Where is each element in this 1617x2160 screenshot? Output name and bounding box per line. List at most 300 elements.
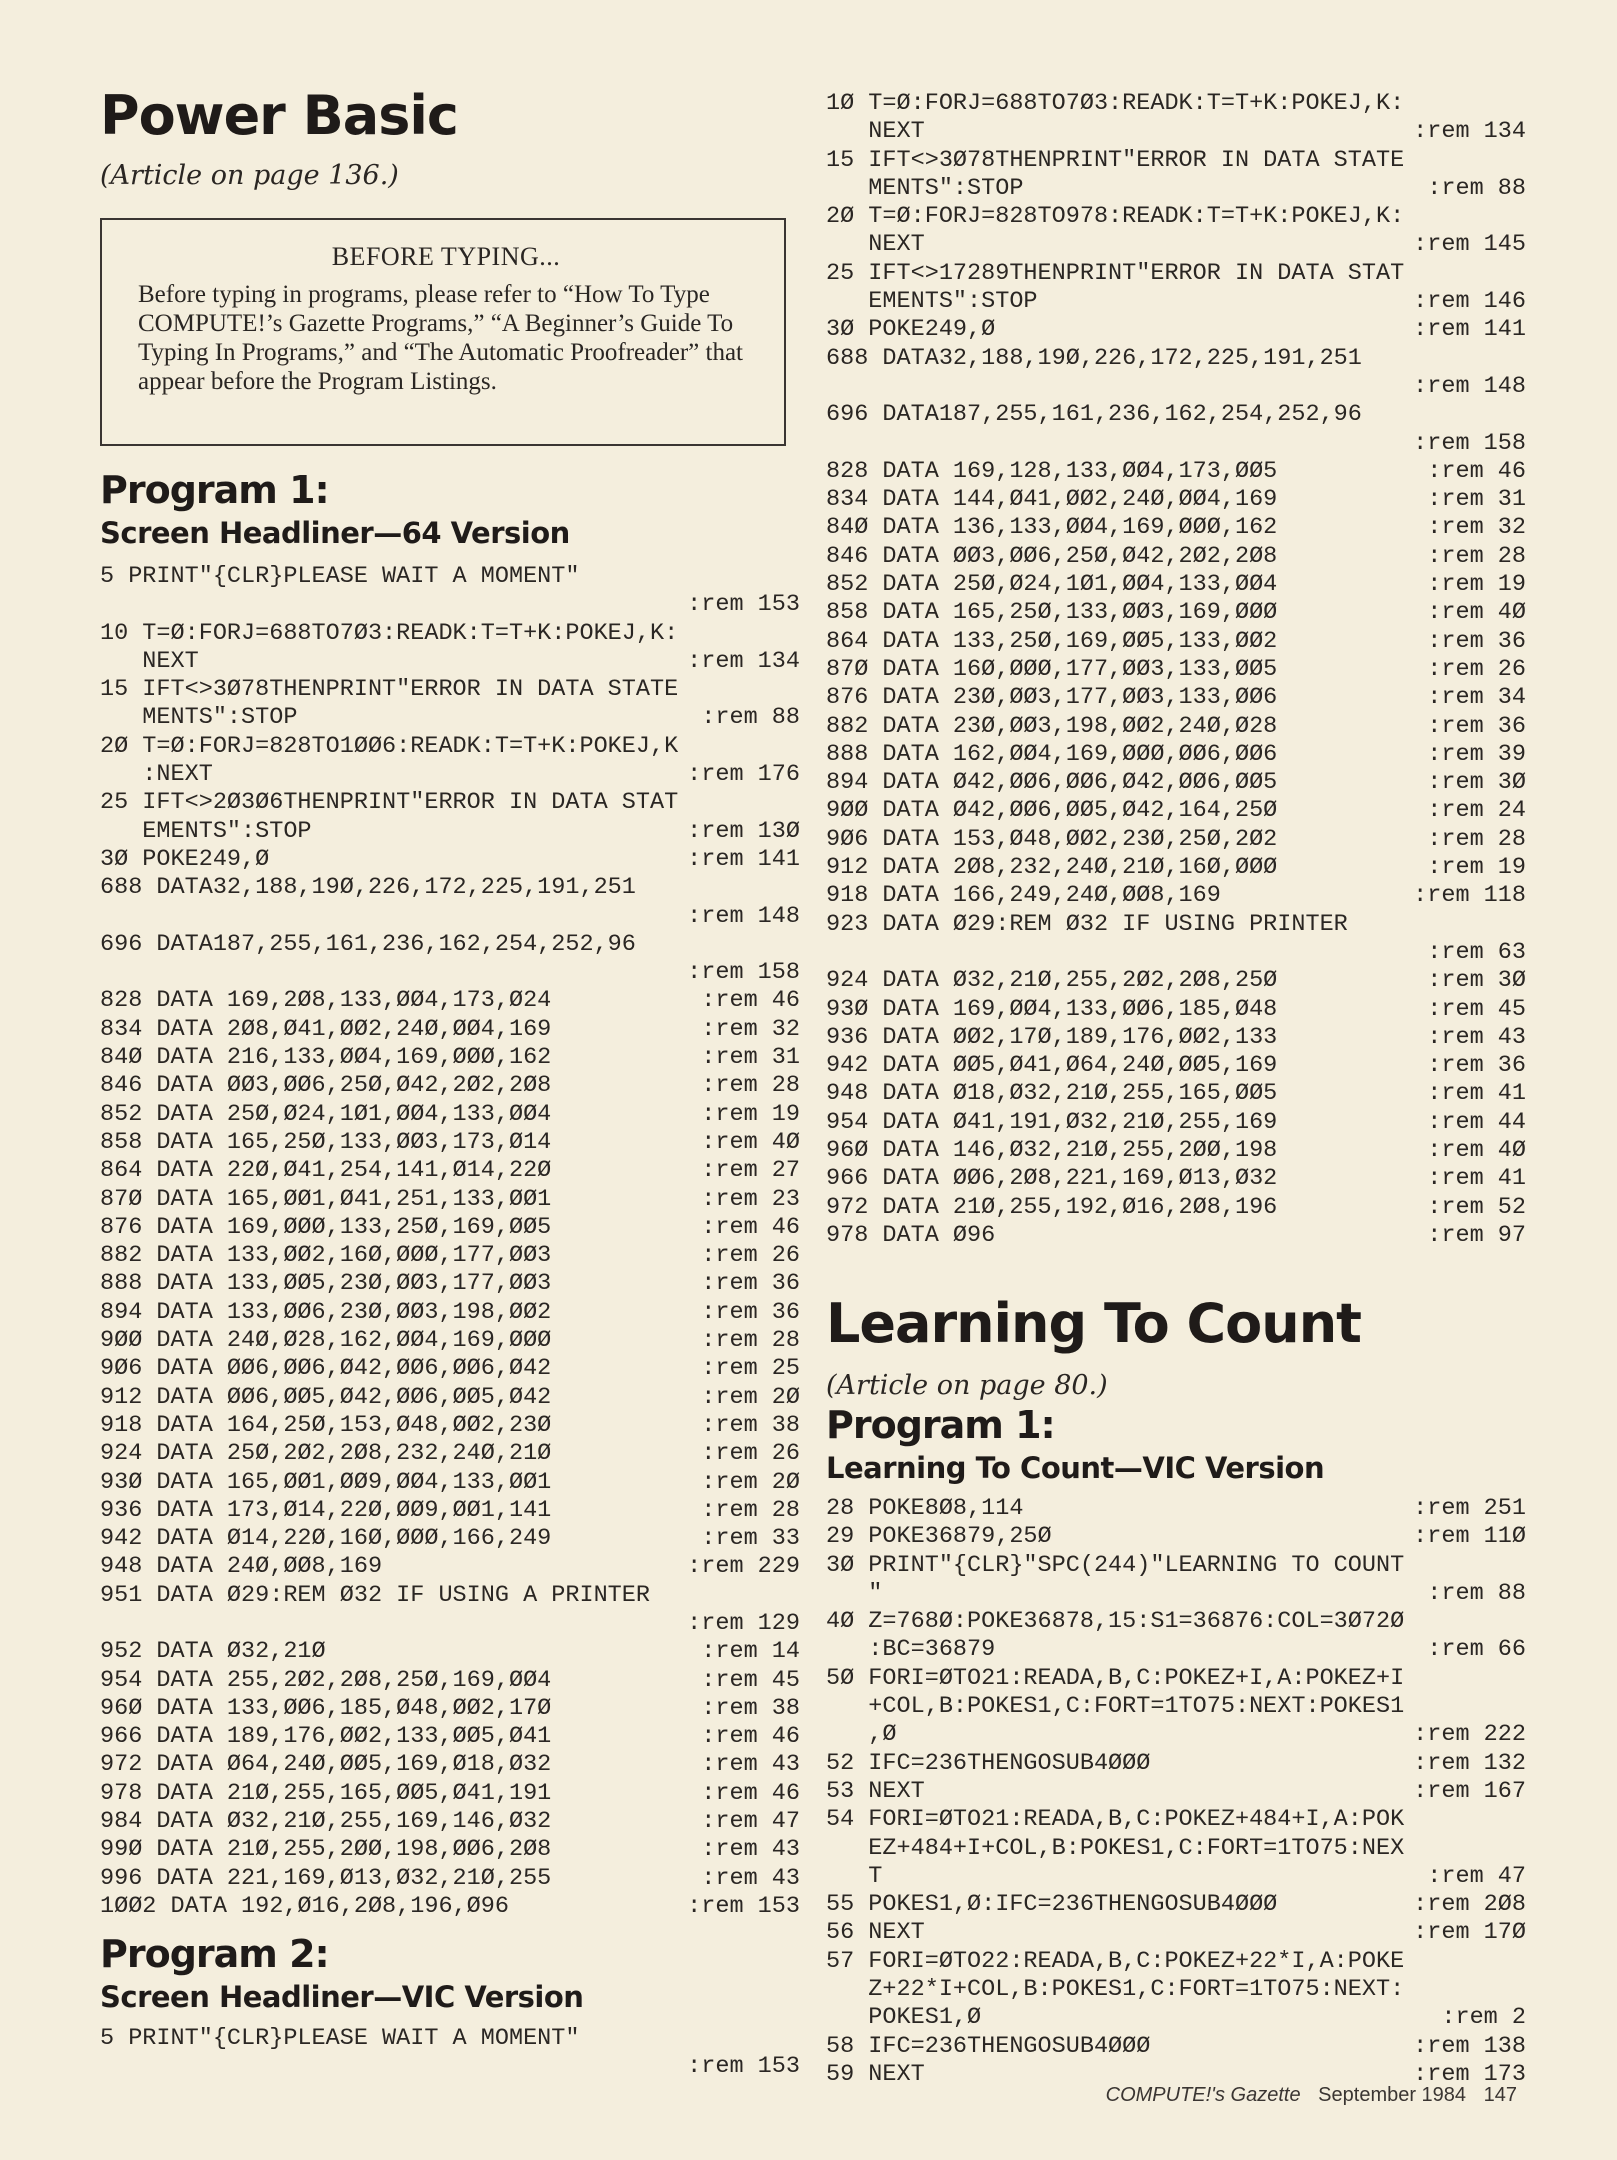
rem-checksum: :rem 148	[1413, 372, 1526, 400]
code-line	[826, 854, 1526, 882]
code-line	[826, 1919, 1526, 1947]
code-line	[826, 231, 1526, 259]
code-text: 846 DATA ØØ3,ØØ6,25Ø,Ø42,2Ø2,2Ø8	[100, 1072, 552, 1100]
code-text: 942 DATA ØØ5,Ø41,Ø64,24Ø,ØØ5,169	[826, 1052, 1278, 1080]
code-line	[100, 2025, 800, 2053]
rem-checksum: :rem 36	[1427, 1052, 1526, 1080]
code-line	[826, 1194, 1526, 1222]
code-line	[826, 118, 1526, 146]
page-footer	[1094, 2084, 1517, 2107]
code-line	[100, 591, 800, 619]
code-text: 954 DATA Ø41,191,Ø32,21Ø,255,169	[826, 1108, 1278, 1136]
rem-checksum: :rem 33	[701, 1525, 800, 1553]
code-text: 15 IFT<>3Ø78THENPRINT"ERROR IN DATA STATE	[100, 676, 679, 704]
code-line	[826, 316, 1526, 344]
code-line	[826, 797, 1526, 825]
code-text: 53 NEXT	[826, 1777, 925, 1805]
rem-checksum: :rem 23	[701, 1185, 800, 1213]
code-line	[826, 1665, 1526, 1693]
code-text: 5 PRINT"{CLR}PLEASE WAIT A MOMENT"	[100, 563, 580, 590]
code-text: 834 DATA 2Ø8,Ø41,ØØ2,24Ø,ØØ4,169	[100, 1015, 552, 1043]
rem-checksum: :rem 129	[687, 1609, 800, 1637]
code-line	[100, 1072, 800, 1100]
rem-checksum: :rem 148	[687, 902, 800, 930]
code-line	[100, 1667, 800, 1695]
code-text: :NEXT	[100, 761, 213, 789]
footer-issue: September 1984	[1318, 2084, 1467, 2106]
code-text: 978 DATA Ø96	[826, 1221, 996, 1249]
code-text: 29 POKE36879,25Ø	[826, 1523, 1052, 1551]
rem-checksum: :rem 145	[1413, 231, 1526, 259]
rem-checksum: :rem 132	[1413, 1749, 1526, 1777]
code-line	[100, 620, 800, 648]
code-line	[100, 1044, 800, 1072]
code-line	[100, 1865, 800, 1893]
code-line	[826, 1523, 1526, 1551]
rem-checksum: :rem 26	[1427, 655, 1526, 683]
code-line	[826, 175, 1526, 203]
rem-checksum: :rem 34	[1427, 684, 1526, 712]
code-line	[826, 1109, 1526, 1137]
code-line	[826, 911, 1526, 939]
code-line	[100, 846, 800, 874]
rem-checksum: :rem 46	[701, 1213, 800, 1241]
code-line	[826, 1693, 1526, 1721]
before-typing-title: BEFORE TYPING...	[331, 242, 561, 271]
code-line	[100, 1242, 800, 1270]
code-line	[100, 676, 800, 704]
rem-checksum: :rem 26	[701, 1242, 800, 1270]
rem-checksum: :rem 158	[687, 959, 800, 987]
code-text: 1ØØ2 DATA 192,Ø16,2Ø8,196,Ø96	[100, 1892, 509, 1920]
code-text: 948 DATA Ø18,Ø32,21Ø,255,165,ØØ5	[826, 1080, 1278, 1108]
code-text: 942 DATA Ø14,22Ø,16Ø,ØØØ,166,249	[100, 1525, 552, 1553]
code-text: 978 DATA 21Ø,255,165,ØØ5,Ø41,191	[100, 1779, 552, 1807]
rem-checksum: :rem 4Ø	[701, 1128, 800, 1156]
program2-listing	[100, 2025, 800, 2082]
rem-checksum: :rem 19	[1427, 854, 1526, 882]
code-text: 996 DATA 221,169,Ø13,Ø32,21Ø,255	[100, 1864, 552, 1892]
code-text: 87Ø DATA 165,ØØ1,Ø41,251,133,ØØ1	[100, 1185, 552, 1213]
rem-checksum: :rem 24	[1427, 797, 1526, 825]
power-basic-article-note: (Article on page 136.)	[100, 160, 399, 191]
code-line	[826, 713, 1526, 741]
code-line	[826, 1165, 1526, 1193]
rem-checksum: :rem 17Ø	[1413, 1919, 1526, 1947]
before-typing-box	[100, 218, 786, 446]
code-line	[826, 769, 1526, 797]
code-line	[826, 996, 1526, 1024]
rem-checksum: :rem 39	[1427, 740, 1526, 768]
code-text: 4Ø Z=768Ø:POKE36878,15:S1=36876:COL=3Ø72Ø	[826, 1608, 1405, 1636]
code-line	[100, 1610, 800, 1638]
rem-checksum: :rem 43	[701, 1864, 800, 1892]
code-line	[100, 1412, 800, 1440]
code-line	[826, 373, 1526, 401]
rem-checksum: :rem 134	[687, 647, 800, 675]
code-text: 852 DATA 25Ø,Ø24,1Ø1,ØØ4,133,ØØ4	[100, 1100, 552, 1128]
rem-checksum: :rem 3Ø	[1427, 769, 1526, 797]
code-text: :BC=36879	[826, 1636, 996, 1664]
code-line	[826, 1636, 1526, 1664]
rem-checksum: :rem 43	[701, 1751, 800, 1779]
rem-checksum: :rem 19	[701, 1100, 800, 1128]
rem-checksum: :rem 118	[1413, 882, 1526, 910]
code-line	[826, 430, 1526, 458]
rem-checksum: :rem 138	[1413, 2032, 1526, 2060]
code-text: 96Ø DATA 146,Ø32,21Ø,255,2ØØ,198	[826, 1136, 1278, 1164]
code-line	[100, 1327, 800, 1355]
rem-checksum: :rem 11Ø	[1413, 1523, 1526, 1551]
code-text: 954 DATA 255,2Ø2,2Ø8,25Ø,169,ØØ4	[100, 1666, 552, 1694]
code-line	[100, 931, 800, 959]
rem-checksum: :rem 4Ø	[1427, 1136, 1526, 1164]
program1-subheading: Screen Headliner—64 Version	[100, 516, 570, 550]
code-text: 952 DATA Ø32,21Ø	[100, 1638, 326, 1666]
code-line	[100, 563, 800, 591]
code-line	[100, 1525, 800, 1553]
code-text: 894 DATA 133,ØØ6,23Ø,ØØ3,198,ØØ2	[100, 1298, 552, 1326]
rem-checksum: :rem 28	[701, 1327, 800, 1355]
code-line	[100, 1440, 800, 1468]
program1-heading: Program 1:	[100, 468, 329, 512]
code-line	[100, 1214, 800, 1242]
rem-checksum: :rem 2Ø	[701, 1383, 800, 1411]
rem-checksum: :rem 43	[701, 1836, 800, 1864]
code-text: 25 IFT<>17289THENPRINT"ERROR IN DATA STAT	[826, 259, 1405, 287]
code-text: 972 DATA 21Ø,255,192,Ø16,2Ø8,196	[826, 1193, 1278, 1221]
code-text: "	[826, 1579, 883, 1607]
code-text: 28 POKE8Ø8,114	[826, 1495, 1024, 1522]
code-line	[100, 818, 800, 846]
code-line	[100, 1582, 800, 1610]
rem-checksum: :rem 36	[701, 1298, 800, 1326]
code-text: 10 T=Ø:FORJ=688TO7Ø3:READK:T=T+K:POKEJ,K:	[100, 619, 679, 647]
code-text: 918 DATA 166,249,24Ø,ØØ8,169	[826, 882, 1221, 910]
rem-checksum: :rem 2Ø8	[1413, 1891, 1526, 1919]
code-line	[826, 1580, 1526, 1608]
code-line	[826, 571, 1526, 599]
code-line	[826, 1778, 1526, 1806]
code-text: 846 DATA ØØ3,ØØ6,25Ø,Ø42,2Ø2,2Ø8	[826, 542, 1278, 570]
rem-checksum: :rem 28	[701, 1496, 800, 1524]
code-line	[100, 1695, 800, 1723]
code-text: 972 DATA Ø64,24Ø,ØØ5,169,Ø18,Ø32	[100, 1751, 552, 1779]
code-line	[100, 1751, 800, 1779]
learning-to-count-title: Learning To Count	[826, 1292, 1361, 1355]
code-text: 2Ø T=Ø:FORJ=828TO978:READK:T=T+K:POKEJ,K:	[826, 203, 1405, 231]
code-line	[826, 628, 1526, 656]
rem-checksum: :rem 32	[701, 1015, 800, 1043]
code-line	[826, 1137, 1526, 1165]
code-line	[826, 1052, 1526, 1080]
rem-checksum: :rem 134	[1413, 118, 1526, 146]
code-text: 84Ø DATA 136,133,ØØ4,169,ØØØ,162	[826, 514, 1278, 542]
code-line	[826, 939, 1526, 967]
code-line	[100, 1836, 800, 1864]
code-line	[100, 1101, 800, 1129]
rem-checksum: :rem 47	[1427, 1862, 1526, 1890]
code-text: 966 DATA 189,176,ØØ2,133,ØØ5,Ø41	[100, 1723, 552, 1751]
code-text: EZ+484+I+COL,B:POKES1,C:FORT=1TO75:NEX	[826, 1834, 1405, 1862]
code-text: 3Ø POKE249,Ø	[826, 316, 996, 344]
code-text: 56 NEXT	[826, 1919, 925, 1947]
code-text: 9ØØ DATA 24Ø,Ø28,162,ØØ4,169,ØØØ	[100, 1327, 552, 1355]
code-line	[100, 1553, 800, 1581]
rem-checksum: :rem 88	[1427, 1579, 1526, 1607]
rem-checksum: :rem 222	[1413, 1721, 1526, 1749]
code-line	[826, 1976, 1526, 2004]
code-line	[826, 1835, 1526, 1863]
code-line	[826, 1024, 1526, 1052]
code-text: T	[826, 1862, 883, 1890]
code-text: ,Ø	[826, 1721, 897, 1749]
code-text: 858 DATA 165,25Ø,133,ØØ3,173,Ø14	[100, 1128, 552, 1156]
code-text: POKES1,Ø	[826, 2004, 982, 2032]
code-line	[100, 987, 800, 1015]
program2-subheading: Screen Headliner—VIC Version	[100, 1980, 584, 2014]
code-text: 15 IFT<>3Ø78THENPRINT"ERROR IN DATA STATE	[826, 146, 1405, 174]
code-line	[100, 1469, 800, 1497]
code-text: 57 FORI=ØTO22:READA,B,C:POKEZ+22*I,A:POKE	[826, 1947, 1405, 1975]
code-line	[100, 1186, 800, 1214]
learning-listing	[826, 1495, 1526, 2089]
code-text: 58 IFC=236THENGOSUB4ØØØ	[826, 2032, 1151, 2060]
code-text: 951 DATA Ø29:REM Ø32 IF USING A PRINTER	[100, 1581, 650, 1609]
rem-checksum: :rem 41	[1427, 1080, 1526, 1108]
code-text: 888 DATA 162,ØØ4,169,ØØØ,ØØ6,ØØ6	[826, 740, 1278, 768]
code-text: 3Ø POKE249,Ø	[100, 845, 270, 873]
page-number: 147	[1483, 2084, 1517, 2106]
rem-checksum: :rem 2	[1441, 2004, 1526, 2032]
power-basic-title: Power Basic	[100, 84, 458, 147]
code-line	[826, 741, 1526, 769]
rem-checksum: :rem 88	[1427, 174, 1526, 202]
code-text: 828 DATA 169,2Ø8,133,ØØ4,173,Ø24	[100, 987, 552, 1015]
code-text: 99Ø DATA 21Ø,255,2ØØ,198,ØØ6,2Ø8	[100, 1836, 552, 1864]
rem-checksum: :rem 153	[687, 2053, 800, 2081]
code-text: 87Ø DATA 16Ø,ØØØ,177,ØØ3,133,ØØ5	[826, 655, 1278, 683]
code-text: 2Ø T=Ø:FORJ=828TO1ØØ6:READK:T=T+K:POKEJ,K	[100, 732, 679, 760]
learning-article-note: (Article on page 80.)	[826, 1370, 1108, 1401]
code-text: 3Ø PRINT"{CLR}"SPC(244)"LEARNING TO COUNT	[826, 1551, 1405, 1579]
code-line	[826, 543, 1526, 571]
code-line	[826, 1806, 1526, 1834]
rem-checksum: :rem 63	[1427, 938, 1526, 966]
rem-checksum: :rem 46	[701, 1779, 800, 1807]
rem-checksum: :rem 44	[1427, 1108, 1526, 1136]
code-line	[100, 1157, 800, 1185]
learning-program1-subheading: Learning To Count—VIC Version	[826, 1451, 1325, 1485]
code-text: MENTS":STOP	[100, 704, 298, 732]
code-line	[100, 761, 800, 789]
code-text: 9ØØ DATA Ø42,ØØ6,ØØ5,Ø42,164,25Ø	[826, 797, 1278, 825]
code-line	[826, 90, 1526, 118]
code-line	[100, 1723, 800, 1751]
code-line	[100, 1299, 800, 1327]
code-line	[100, 1497, 800, 1525]
rem-checksum: :rem 32	[1427, 514, 1526, 542]
rem-checksum: :rem 167	[1413, 1777, 1526, 1805]
code-text: 696 DATA187,255,161,236,162,254,252,96	[100, 930, 636, 958]
learning-program1-heading: Program 1:	[826, 1403, 1055, 1447]
rem-checksum: :rem 3Ø	[1427, 967, 1526, 995]
program2-heading: Program 2:	[100, 1932, 329, 1976]
code-line	[826, 826, 1526, 854]
code-line	[826, 882, 1526, 910]
code-text: 923 DATA Ø29:REM Ø32 IF USING PRINTER	[826, 910, 1348, 938]
rem-checksum: :rem 13Ø	[687, 817, 800, 845]
rem-checksum: :rem 229	[687, 1553, 800, 1581]
code-line	[100, 648, 800, 676]
code-text: 912 DATA ØØ6,ØØ5,Ø42,ØØ6,ØØ5,Ø42	[100, 1383, 552, 1411]
rem-checksum: :rem 28	[1427, 825, 1526, 853]
code-line	[100, 959, 800, 987]
rem-checksum: :rem 14	[701, 1638, 800, 1666]
rem-checksum: :rem 141	[1413, 316, 1526, 344]
code-text: 852 DATA 25Ø,Ø24,1Ø1,ØØ4,133,ØØ4	[826, 571, 1278, 599]
code-text: 876 DATA 169,ØØØ,133,25Ø,169,ØØ5	[100, 1213, 552, 1241]
code-text: 59 NEXT	[826, 2060, 925, 2088]
code-line	[100, 733, 800, 761]
code-text: 55 POKES1,Ø:IFC=236THENGOSUB4ØØØ	[826, 1891, 1278, 1919]
code-text: Z+22*I+COL,B:POKES1,C:FORT=1TO75:NEXT:	[826, 1976, 1405, 2004]
code-text: 1Ø T=Ø:FORJ=688TO7Ø3:READK:T=T+K:POKEJ,K:	[826, 90, 1405, 117]
code-text: 966 DATA ØØ6,2Ø8,221,169,Ø13,Ø32	[826, 1165, 1278, 1193]
code-line	[100, 1780, 800, 1808]
code-line	[100, 1270, 800, 1298]
program1-listing	[100, 563, 800, 1921]
code-line	[826, 599, 1526, 627]
code-text: 5 PRINT"{CLR}PLEASE WAIT A MOMENT"	[100, 2025, 580, 2052]
rem-checksum: :rem 46	[701, 987, 800, 1015]
rem-checksum: :rem 176	[687, 761, 800, 789]
rem-checksum: :rem 146	[1413, 288, 1526, 316]
code-text: 864 DATA 133,25Ø,169,ØØ5,133,ØØ2	[826, 627, 1278, 655]
rem-checksum: :rem 141	[687, 845, 800, 873]
code-text: 948 DATA 24Ø,ØØ8,169	[100, 1553, 383, 1581]
code-line	[826, 1080, 1526, 1108]
code-text: 52 IFC=236THENGOSUB4ØØØ	[826, 1749, 1151, 1777]
rem-checksum: :rem 46	[701, 1723, 800, 1751]
code-line	[826, 1721, 1526, 1749]
code-text: 688 DATA32,188,19Ø,226,172,225,191,251	[100, 874, 636, 902]
code-line	[100, 874, 800, 902]
code-text: 876 DATA 23Ø,ØØ3,177,ØØ3,133,ØØ6	[826, 684, 1278, 712]
code-line	[826, 1948, 1526, 1976]
code-text: 918 DATA 164,25Ø,153,Ø48,ØØ2,23Ø	[100, 1411, 552, 1439]
code-text: 834 DATA 144,Ø41,ØØ2,24Ø,ØØ4,169	[826, 486, 1278, 514]
rem-checksum: :rem 47	[701, 1808, 800, 1836]
rem-checksum: :rem 43	[1427, 1023, 1526, 1051]
rem-checksum: :rem 88	[701, 704, 800, 732]
code-line	[100, 1638, 800, 1666]
code-text: 54 FORI=ØTO21:READA,B,C:POKEZ+484+I,A:POK	[826, 1806, 1405, 1834]
rem-checksum: :rem 26	[701, 1440, 800, 1468]
code-line	[826, 514, 1526, 542]
code-text: 984 DATA Ø32,21Ø,255,169,146,Ø32	[100, 1808, 552, 1836]
code-text: 96Ø DATA 133,ØØ6,185,Ø48,ØØ2,17Ø	[100, 1694, 552, 1722]
rem-checksum: :rem 19	[1427, 571, 1526, 599]
rem-checksum: :rem 45	[701, 1666, 800, 1694]
code-text: NEXT	[100, 647, 199, 675]
rem-checksum: :rem 28	[1427, 542, 1526, 570]
rem-checksum: :rem 28	[701, 1072, 800, 1100]
code-text: 924 DATA 25Ø,2Ø2,2Ø8,232,24Ø,21Ø	[100, 1440, 552, 1468]
code-line	[826, 401, 1526, 429]
code-line	[826, 1495, 1526, 1523]
code-line	[826, 486, 1526, 514]
rem-checksum: :rem 46	[1427, 457, 1526, 485]
rem-checksum: :rem 251	[1413, 1495, 1526, 1522]
code-line	[826, 1222, 1526, 1250]
code-line	[826, 1863, 1526, 1891]
code-line	[826, 967, 1526, 995]
code-text: 888 DATA 133,ØØ5,23Ø,ØØ3,177,ØØ3	[100, 1270, 552, 1298]
code-line	[100, 1808, 800, 1836]
code-text: 882 DATA 23Ø,ØØ3,198,ØØ2,24Ø,Ø28	[826, 712, 1278, 740]
code-line	[826, 1891, 1526, 1919]
rem-checksum: :rem 66	[1427, 1636, 1526, 1664]
code-line	[100, 1129, 800, 1157]
code-text: NEXT	[826, 231, 925, 259]
code-text: 9Ø6 DATA ØØ6,ØØ6,Ø42,ØØ6,ØØ6,Ø42	[100, 1355, 552, 1383]
code-line	[826, 203, 1526, 231]
code-line	[826, 684, 1526, 712]
rem-checksum: :rem 153	[687, 591, 800, 619]
code-text: MENTS":STOP	[826, 174, 1024, 202]
rem-checksum: :rem 36	[701, 1270, 800, 1298]
code-text: 5Ø FORI=ØTO21:READA,B,C:POKEZ+I,A:POKEZ+I	[826, 1664, 1405, 1692]
rem-checksum: :rem 38	[701, 1694, 800, 1722]
rem-checksum: :rem 173	[1413, 2060, 1526, 2088]
code-text: 9Ø6 DATA 153,Ø48,ØØ2,23Ø,25Ø,2Ø2	[826, 825, 1278, 853]
rem-checksum: :rem 45	[1427, 995, 1526, 1023]
before-typing-body: Before typing in programs, please refer to “How To Type COMPUTE!’s Gazette Programs,” “A Beginner’s Guide To Typing In Programs,” and “The Automatic Proofreader” that appear before the Program Listings.	[138, 281, 744, 395]
code-text: 894 DATA Ø42,ØØ6,ØØ6,Ø42,ØØ6,ØØ5	[826, 769, 1278, 797]
code-text: 688 DATA32,188,19Ø,226,172,225,191,251	[826, 344, 1362, 372]
rem-checksum: :rem 41	[1427, 1165, 1526, 1193]
code-line	[100, 789, 800, 817]
code-line	[826, 1608, 1526, 1636]
code-line	[100, 1016, 800, 1044]
rem-checksum: :rem 4Ø	[1427, 599, 1526, 627]
code-line	[100, 1355, 800, 1383]
rem-checksum: :rem 97	[1427, 1221, 1526, 1249]
code-text: 828 DATA 169,128,133,ØØ4,173,ØØ5	[826, 457, 1278, 485]
code-text: 858 DATA 165,25Ø,133,ØØ3,169,ØØØ	[826, 599, 1278, 627]
code-line	[100, 2053, 800, 2081]
code-line	[826, 2004, 1526, 2032]
code-line	[100, 903, 800, 931]
rem-checksum: :rem 36	[1427, 712, 1526, 740]
code-text: 912 DATA 2Ø8,232,24Ø,21Ø,16Ø,ØØØ	[826, 854, 1278, 882]
code-line	[826, 260, 1526, 288]
rem-checksum: :rem 2Ø	[701, 1468, 800, 1496]
code-text: 93Ø DATA 165,ØØ1,ØØ9,ØØ4,133,ØØ1	[100, 1468, 552, 1496]
code-text: 882 DATA 133,ØØ2,16Ø,ØØØ,177,ØØ3	[100, 1242, 552, 1270]
code-text: 84Ø DATA 216,133,ØØ4,169,ØØØ,162	[100, 1044, 552, 1072]
code-text: 25 IFT<>2Ø3Ø6THENPRINT"ERROR IN DATA STAT	[100, 789, 679, 817]
code-line	[826, 458, 1526, 486]
code-line	[100, 704, 800, 732]
rem-checksum: :rem 31	[1427, 486, 1526, 514]
code-line	[826, 656, 1526, 684]
rem-checksum: :rem 25	[701, 1355, 800, 1383]
code-text: EMENTS":STOP	[100, 817, 312, 845]
rem-checksum: :rem 36	[1427, 627, 1526, 655]
code-line	[826, 147, 1526, 175]
